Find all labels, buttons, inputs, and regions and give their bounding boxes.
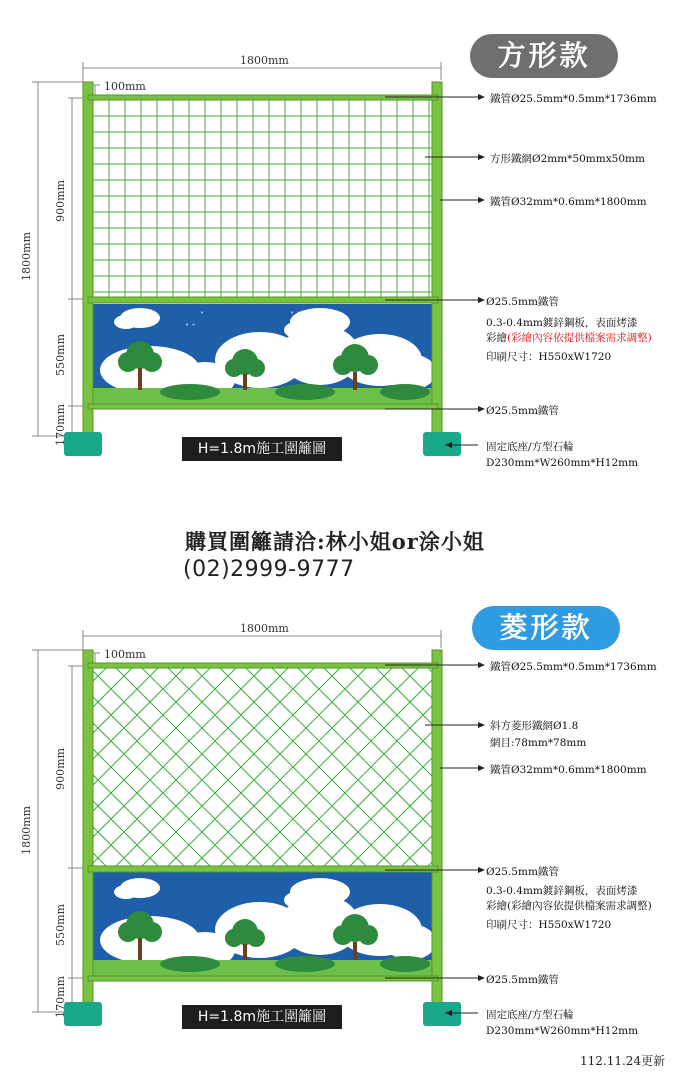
mesh-wire	[0, 668, 80, 866]
panel-height-label: 550mm	[54, 334, 67, 376]
base-block-right	[423, 432, 461, 456]
annotation-mesh-size: 網目:78mm*78mm	[490, 737, 587, 749]
annotation-print-size: 印刷尺寸：H550xW1720	[486, 919, 612, 931]
base-block-left	[64, 1002, 102, 1026]
square-style-title: 方形款	[470, 34, 618, 78]
svg-text:˅ ˅: ˅ ˅	[290, 311, 301, 320]
annotation-mid-tube: Ø25.5mm鐵管	[486, 866, 559, 878]
panel-height-label: 550mm	[54, 904, 67, 946]
annotation-bottom-tube: Ø25.5mm鐵管	[486, 405, 559, 417]
annotation-post: 鐵管Ø32mm*0.6mm*1800mm	[490, 764, 647, 776]
mesh-wire	[688, 668, 700, 866]
annotation-panel-paint	[486, 330, 652, 345]
annotation-post: 鐵管Ø32mm*0.6mm*1800mm	[490, 196, 647, 208]
diamond-fence-diagram	[0, 568, 700, 1068]
mesh-height-label: 900mm	[54, 748, 67, 790]
annotation-top-tube: 鐵管Ø25.5mm*0.5mm*1736mm	[490, 93, 657, 105]
fence-caption: H=1.8m施工圍籬圖	[182, 1005, 342, 1029]
mesh-height-label: 900mm	[54, 180, 67, 222]
base-block-right	[423, 1002, 461, 1026]
annotation-print-size: 印刷尺寸：H550xW1720	[486, 351, 612, 363]
top-gap-label: 100mm	[104, 648, 146, 661]
svg-text:˅: ˅	[200, 311, 204, 320]
annotation-panel-material: 0.3-0.4mm鍍鋅鋼板，表面烤漆	[486, 885, 638, 897]
fence-caption: H=1.8m施工圍籬圖	[182, 437, 342, 461]
total-height-label: 1800mm	[20, 806, 33, 855]
annotation-mid-tube: Ø25.5mm鐵管	[486, 296, 559, 308]
annotation-base: 固定底座/方型石輪	[486, 1009, 574, 1021]
panel-paint-note: (彩繪內容依提供檔案需求調整)	[507, 332, 652, 344]
svg-text:˅ ˅: ˅ ˅	[185, 323, 196, 332]
mesh-wire	[0, 668, 2, 866]
annotation-base-size: D230mm*W260mm*H12mm	[486, 1025, 639, 1037]
annotation-panel-material: 0.3-0.4mm鍍鋅鋼板，表面烤漆	[486, 317, 638, 329]
width-dimension-label: 1800mm	[240, 54, 289, 67]
bottom-gap-label: 170mm	[54, 404, 67, 446]
panel-paint-label: 彩繪	[486, 332, 507, 344]
annotation-base: 固定底座/方型石輪	[486, 441, 574, 453]
annotation-mesh: 方形鐵網Ø2mm*50mmx50mm	[490, 153, 645, 165]
diamond-style-title: 菱形款	[472, 606, 620, 650]
top-gap-label: 100mm	[104, 80, 146, 93]
mesh-wire	[662, 668, 700, 866]
mesh-wire	[688, 668, 700, 866]
annotation-panel-paint: 彩繪(彩繪內容依提供檔案需求調整)	[486, 900, 652, 912]
base-block-left	[64, 432, 102, 456]
mesh-wire	[662, 668, 700, 866]
width-dimension-label: 1800mm	[240, 622, 289, 635]
annotation-bottom-tube: Ø25.5mm鐵管	[486, 974, 559, 986]
annotation-top-tube: 鐵管Ø25.5mm*0.5mm*1736mm	[490, 661, 657, 673]
painted-panel	[93, 304, 436, 404]
painted-panel	[93, 872, 436, 976]
mesh-wire	[0, 668, 80, 866]
annotation-base-size: D230mm*W260mm*H12mm	[486, 457, 639, 469]
mesh-wire	[0, 668, 2, 866]
updated-date: 112.11.24更新	[580, 1054, 666, 1068]
annotation-mesh: 斜方菱形鐵網Ø1.8	[490, 720, 579, 732]
total-height-label: 1800mm	[20, 232, 33, 281]
contact-text: 購買圍籬請洽:林小姐or涂小姐	[185, 529, 485, 554]
contact-phone: (02)2999-9777	[183, 557, 355, 582]
bottom-gap-label: 170mm	[54, 976, 67, 1018]
square-fence-diagram	[0, 0, 700, 500]
